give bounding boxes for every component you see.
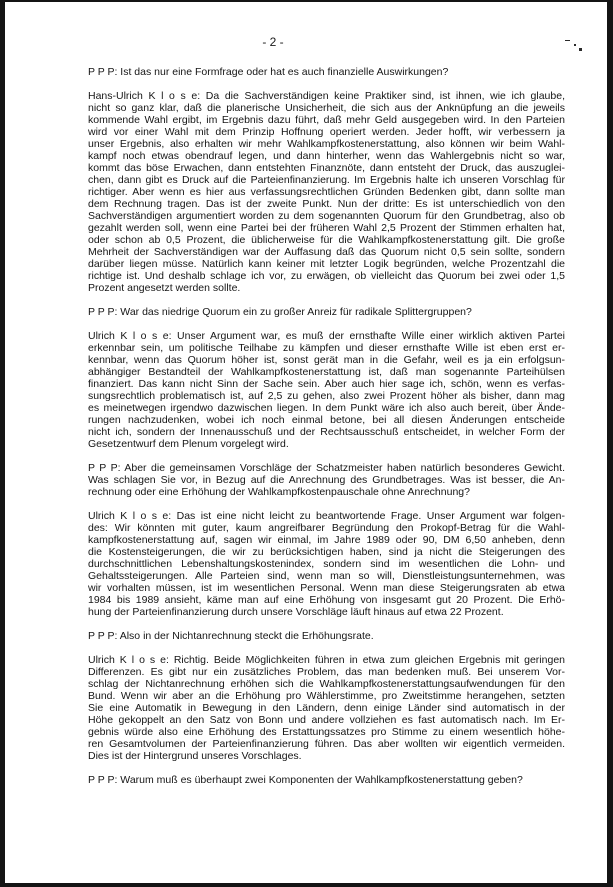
text-line: sungsrechtlich problematisch ist, auf 2,5 zu gehen, also zwei Prozent höher als bisher, dann mag — [88, 390, 565, 402]
text-line: Sachverständigen argumentiert worden zu dem sogenannten Quorum für den Grundbetrag, also ob — [88, 210, 565, 222]
text-line: rungen nachzudenken, wobei ich noch einmal betone, bei all diesen Änderungen entscheide — [88, 414, 565, 426]
text-line: finanziert. Das kann nicht Sinn der Sache sein. Aber auch hier sage ich, schön, wenn es verfas- — [88, 378, 565, 390]
text-line: kampf noch etwas obendrauf legen, und dann hinterher, wenn das Wahlergebnis nicht so war, — [88, 150, 565, 162]
interview-question — [88, 66, 565, 78]
text-line: nicht so ganz klar, daß die planerische Unsicherheit, die sich aus der Anknüpfung an die jeweils — [88, 102, 565, 114]
text-line: kennbar, wenn das Quorum höher ist, sonst gerät man in die Gefahr, weil es ja ein erfolgsun- — [88, 354, 565, 366]
interview-text — [88, 66, 565, 798]
interview-question — [88, 462, 565, 498]
text-line: Dies ist der Hintergrund unseres Vorschlages. — [88, 750, 302, 762]
text-line: P P P: Ist das nur eine Formfrage oder hat es auch finanzielle Auswirkungen? — [88, 66, 449, 78]
text-line: 1984 bis 1989 ansieht, käme man auf eine Erhöhung von insgesamt gut 20 Prozent. Die Erhö- — [88, 594, 565, 606]
text-line: kommt das böse Erwachen, dann entstehten Finanznöte, dann entsteht der Druck, das auszuglei- — [88, 162, 565, 174]
text-line: durchschnittlichen Lebenshaltungskostenindex, sondern sind im wesentlichen die Lohn- und — [88, 558, 565, 570]
text-line: Ulrich K l o s e: Unser Argument war, es muß der ernsthafte Wille einer wirklich aktiven Partei — [88, 330, 565, 342]
text-line: P P P: Also in der Nichtanrechnung steckt die Erhöhungsrate. — [88, 630, 374, 642]
interview-question — [88, 306, 565, 318]
text-line: darüber liegen müsse. Natürlich kann keiner mit letzter Logik begründen, welche Prozentzahl die — [88, 258, 565, 270]
text-line: hung der Parteienfinanzierung durch unsere Vorschläge läuft hinaus auf etwa 22 Prozent. — [88, 606, 504, 618]
text-line: Hans-Ulrich K l o s e: Da die Sachverständigen keine Praktiker sind, ist ihnen, wie ich glaube, — [88, 90, 565, 102]
text-line: erkennbar sein, um politische Teilhabe zu kämpfen und dieser ernsthafte Wille ist eben erst er- — [88, 342, 565, 354]
text-line: Gesetzentwurf dem Plenum vorgelegt wird. — [88, 438, 289, 450]
text-line: dem Rechnung tragen. Das ist der zweite Punkt. Nun der dritte: Es ist unterschiedlich von den — [88, 198, 565, 210]
text-line: kampfkostenerstattung auf, sagen wir einmal, im Jahre 1989 oder 90, DM 6,50 anheben, denn — [88, 534, 565, 546]
page-number: - 2 - — [262, 35, 284, 49]
text-line: schlag der Nichtanrechnung erhöhen sich die Wahlkampfkostenerstattungsaufwendungen für den — [88, 678, 565, 690]
text-line: Mehrheit der Sachverständigen war der Auffasung daß das Quorum nicht 0,5 sein sollte, sondern — [88, 246, 565, 258]
text-line: gebnis würde also eine Erhöhung des Erstattungssatzes pro Stimme zu einem wesentlich höhe- — [88, 726, 565, 738]
text-line: unser Ergebnis, also erhalten wir mehr Wahlkampfkostenerstattung, also können wir beim Wahl- — [88, 138, 565, 150]
interview-question — [88, 630, 565, 642]
text-line: Höhe gekoppelt an den Satz von Bonn und andere vollziehen es fast automatisch nach. Im Er- — [88, 714, 565, 726]
text-line: P P P: Warum muß es überhaupt zwei Komponenten der Wahlkampfkostenerstattung geben? — [88, 774, 523, 786]
text-line: kommende Wahl ergibt, im Ergebnis dazu führt, daß mehr Geld ausgegeben wird. In den Parteien — [88, 114, 565, 126]
text-line: des: Wir könnten mit guter, kaum angreifbarer Begründung den Prokopf-Betrag für die Wahl- — [88, 522, 565, 534]
interview-answer — [88, 330, 565, 450]
interview-question — [88, 774, 565, 786]
text-line: richtiger. Aber wenn es hier aus verfassungsrechtlichen Gründen Bedenken gibt, dann sollte man — [88, 186, 565, 198]
scan-speck — [565, 40, 570, 41]
text-line: Ulrich K l o s e: Das ist eine nicht leicht zu beantwortende Frage. Unser Argument war folgen- — [88, 510, 565, 522]
text-line: rechnung oder eine Erhöhung der Wahlkampfkostenpauschale ohne Anrechnung? — [88, 486, 470, 498]
scan-speck — [574, 44, 576, 46]
text-line: Differenzen. Es gibt nur ein zusätzliches Problem, das man bedenken muß. Bei unserem Vor- — [88, 666, 565, 678]
text-line: wir vorhalten müssen, ist im wesentlichen Personal. Wenn man diese Steigerungsraten ab etwa — [88, 582, 565, 594]
text-line: Ulrich K l o s e: Richtig. Beide Möglichkeiten führen in etwa zum gleichen Ergebnis mit geringen — [88, 654, 565, 666]
text-line: oder schon ab 0,5 Prozent, die üblicherweise für die Wahlkampfkostenerstattung gilt. Die große — [88, 234, 565, 246]
text-line: Sie eine Automatik in Bewegung in den Ländern, denn einige Länder sind automatisch in der — [88, 702, 565, 714]
text-line: gezahlt werden soll, wenn eine Partei bei der früheren Wahl 2,5 Prozent der Stimmen erhalten hat, — [88, 222, 565, 234]
text-line: nicht ich, sondern der Innenausschuß und der Rechtsausschuß entscheidet, in welcher Form der — [88, 426, 565, 438]
text-line: ren Gesamtvolumen der Parteienfinanzierung führen. Das aber wollten wir eigentlich vermeiden. — [88, 738, 565, 750]
text-line: Gehaltssteigerungen. Alle Parteien sind, wenn man so will, Dienstleistungsunternehmen, was — [88, 570, 565, 582]
text-line: chen, dann gibt es Druck auf die Parteienfinanzierung. Im Ergebnis halte ich unseren Vorschlag für — [88, 174, 565, 186]
text-line: abhängiger Bestandteil der Wahlkampfkostenerstattung ist, daß man sogenannte Parteihülsen — [88, 366, 565, 378]
text-line: Prozent angesetzt werden sollte. — [88, 282, 241, 294]
interview-answer — [88, 90, 565, 294]
text-line: Was schlagen Sie vor, in Bezug auf die Anrechnung des Grundbetrages. Was ist besser, die An- — [88, 474, 565, 486]
interview-answer — [88, 510, 565, 618]
text-line: wird vor einer Wahl mit dem Prinzip Hoffnung operiert werden. Jeder hofft, wir verbessern ja — [88, 126, 565, 138]
text-line: P P P: War das niedrige Quorum ein zu großer Anreiz für radikale Splittergruppen? — [88, 306, 472, 318]
text-line: richtige ist. Und deshalb schlage ich vor, zu erwägen, ob vielleicht das Quorum bei zwei oder 1,5 — [88, 270, 565, 282]
scan-speck — [579, 48, 582, 51]
text-line: P P P: Aber die gemeinsamen Vorschläge der Schatzmeister haben natürlich besonderes Gewicht. — [88, 462, 565, 474]
text-line: die Kostensteigerungen, die wir zu berücksichtigen haben, sind ja nicht die Steigerungen des — [88, 546, 565, 558]
text-line: Bund. Wenn wir aber an die Erhöhung pro Wählerstimme, pro Zweitstimme herangehen, setzten — [88, 690, 565, 702]
text-line: es meinetwegen irgendwo dazwischen liegen. In dem Punkt wäre ich also auch bereit, über Ände- — [88, 402, 565, 414]
interview-answer — [88, 654, 565, 762]
